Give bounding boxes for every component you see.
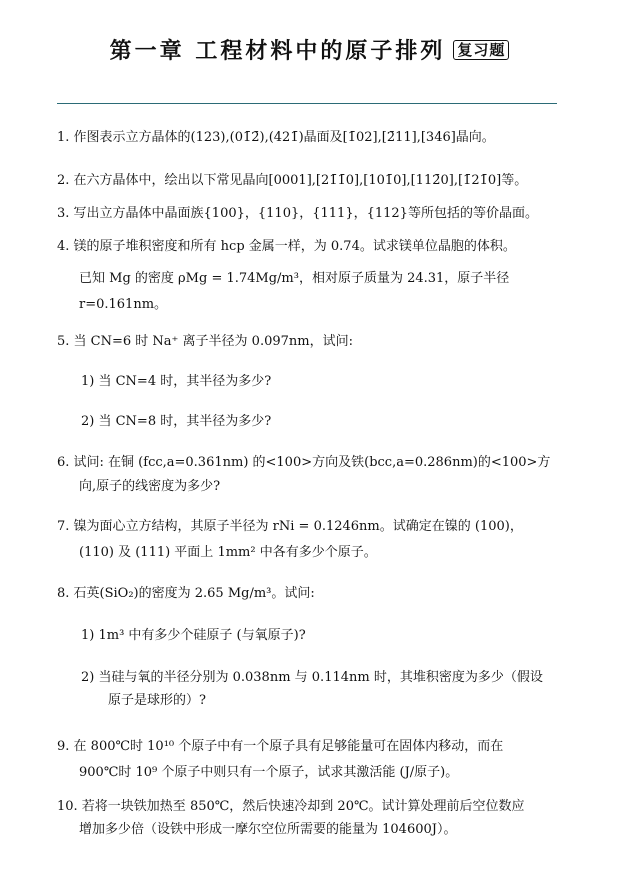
question-10: 10. 若将一块铁加热至 850℃，然后快速冷却到 20℃。试计算处理前后空位数应 <box>57 799 525 814</box>
question-5: 5. 当 CN=6 时 Na⁺ 离子半径为 0.097nm，试问: <box>57 334 353 349</box>
divider <box>57 103 557 104</box>
title-text: 第一章 工程材料中的原子排列 <box>109 39 446 64</box>
question-2: 2. 在六方晶体中，绘出以下常见晶向[0001],[21̄1̄0],[101̄0],[112̄0],[1̄21̄0]等。 <box>57 173 528 188</box>
question-8-part-2: 2) 当硅与氧的半径分别为 0.038nm 与 0.114nm 时，其堆积密度为多少（假设 <box>81 670 543 685</box>
question-6: 6. 试问: 在铜 (fcc,a=0.361nm) 的<100>方向及铁(bcc,a=0.286nm)的<100>方 <box>57 455 551 470</box>
question-3: 3. 写出立方晶体中晶面族{100}，{110}，{111}，{112}等所包括的等价晶面。 <box>57 206 538 221</box>
question-7: 7. 镍为面心立方结构，其原子半径为 rNi = 0.1246nm。试确定在镍的 (100)， <box>57 519 523 534</box>
question-8-part-1: 1) 1m³ 中有多少个硅原子 (与氧原子)? <box>81 628 306 643</box>
question-10-line-2: 增加多少倍（设铁中形成一摩尔空位所需要的能量为 104600J）。 <box>79 822 457 837</box>
question-5-part-2: 2) 当 CN=8 时，其半径为多少? <box>81 414 272 429</box>
question-9: 9. 在 800℃时 10¹⁰ 个原子中有一个原子具有足够能量可在固体内移动，而在 <box>57 739 504 754</box>
question-7-line-2: (110) 及 (111) 平面上 1mm² 中各有多少个原子。 <box>79 545 377 560</box>
question-4: 4. 镁的原子堆积密度和所有 hcp 金属一样，为 0.74。试求镁单位晶胞的体积。 <box>57 239 516 254</box>
page-title <box>0 34 619 65</box>
question-9-line-2: 900℃时 10⁹ 个原子中则只有一个原子，试求其激活能 (J/原子)。 <box>79 765 459 780</box>
title-tag: 复习题 <box>453 40 509 60</box>
question-1: 1. 作图表示立方晶体的(123),(01̄2̄),(421̄)晶面及[1̄02],[2̄11],[346]晶向。 <box>57 130 495 145</box>
question-5-part-1: 1) 当 CN=4 时，其半径为多少? <box>81 374 272 389</box>
question-4-line-2: 已知 Mg 的密度 ρMg = 1.74Mg/m³，相对原子质量为 24.31，原子半径 <box>79 271 510 286</box>
question-8-part-2-line-2: 原子是球形的）? <box>108 693 206 708</box>
question-8: 8. 石英(SiO₂)的密度为 2.65 Mg/m³。试问: <box>57 586 315 601</box>
question-6-line-2: 向,原子的线密度为多少? <box>79 479 221 494</box>
question-4-line-3: r=0.161nm。 <box>79 297 168 312</box>
